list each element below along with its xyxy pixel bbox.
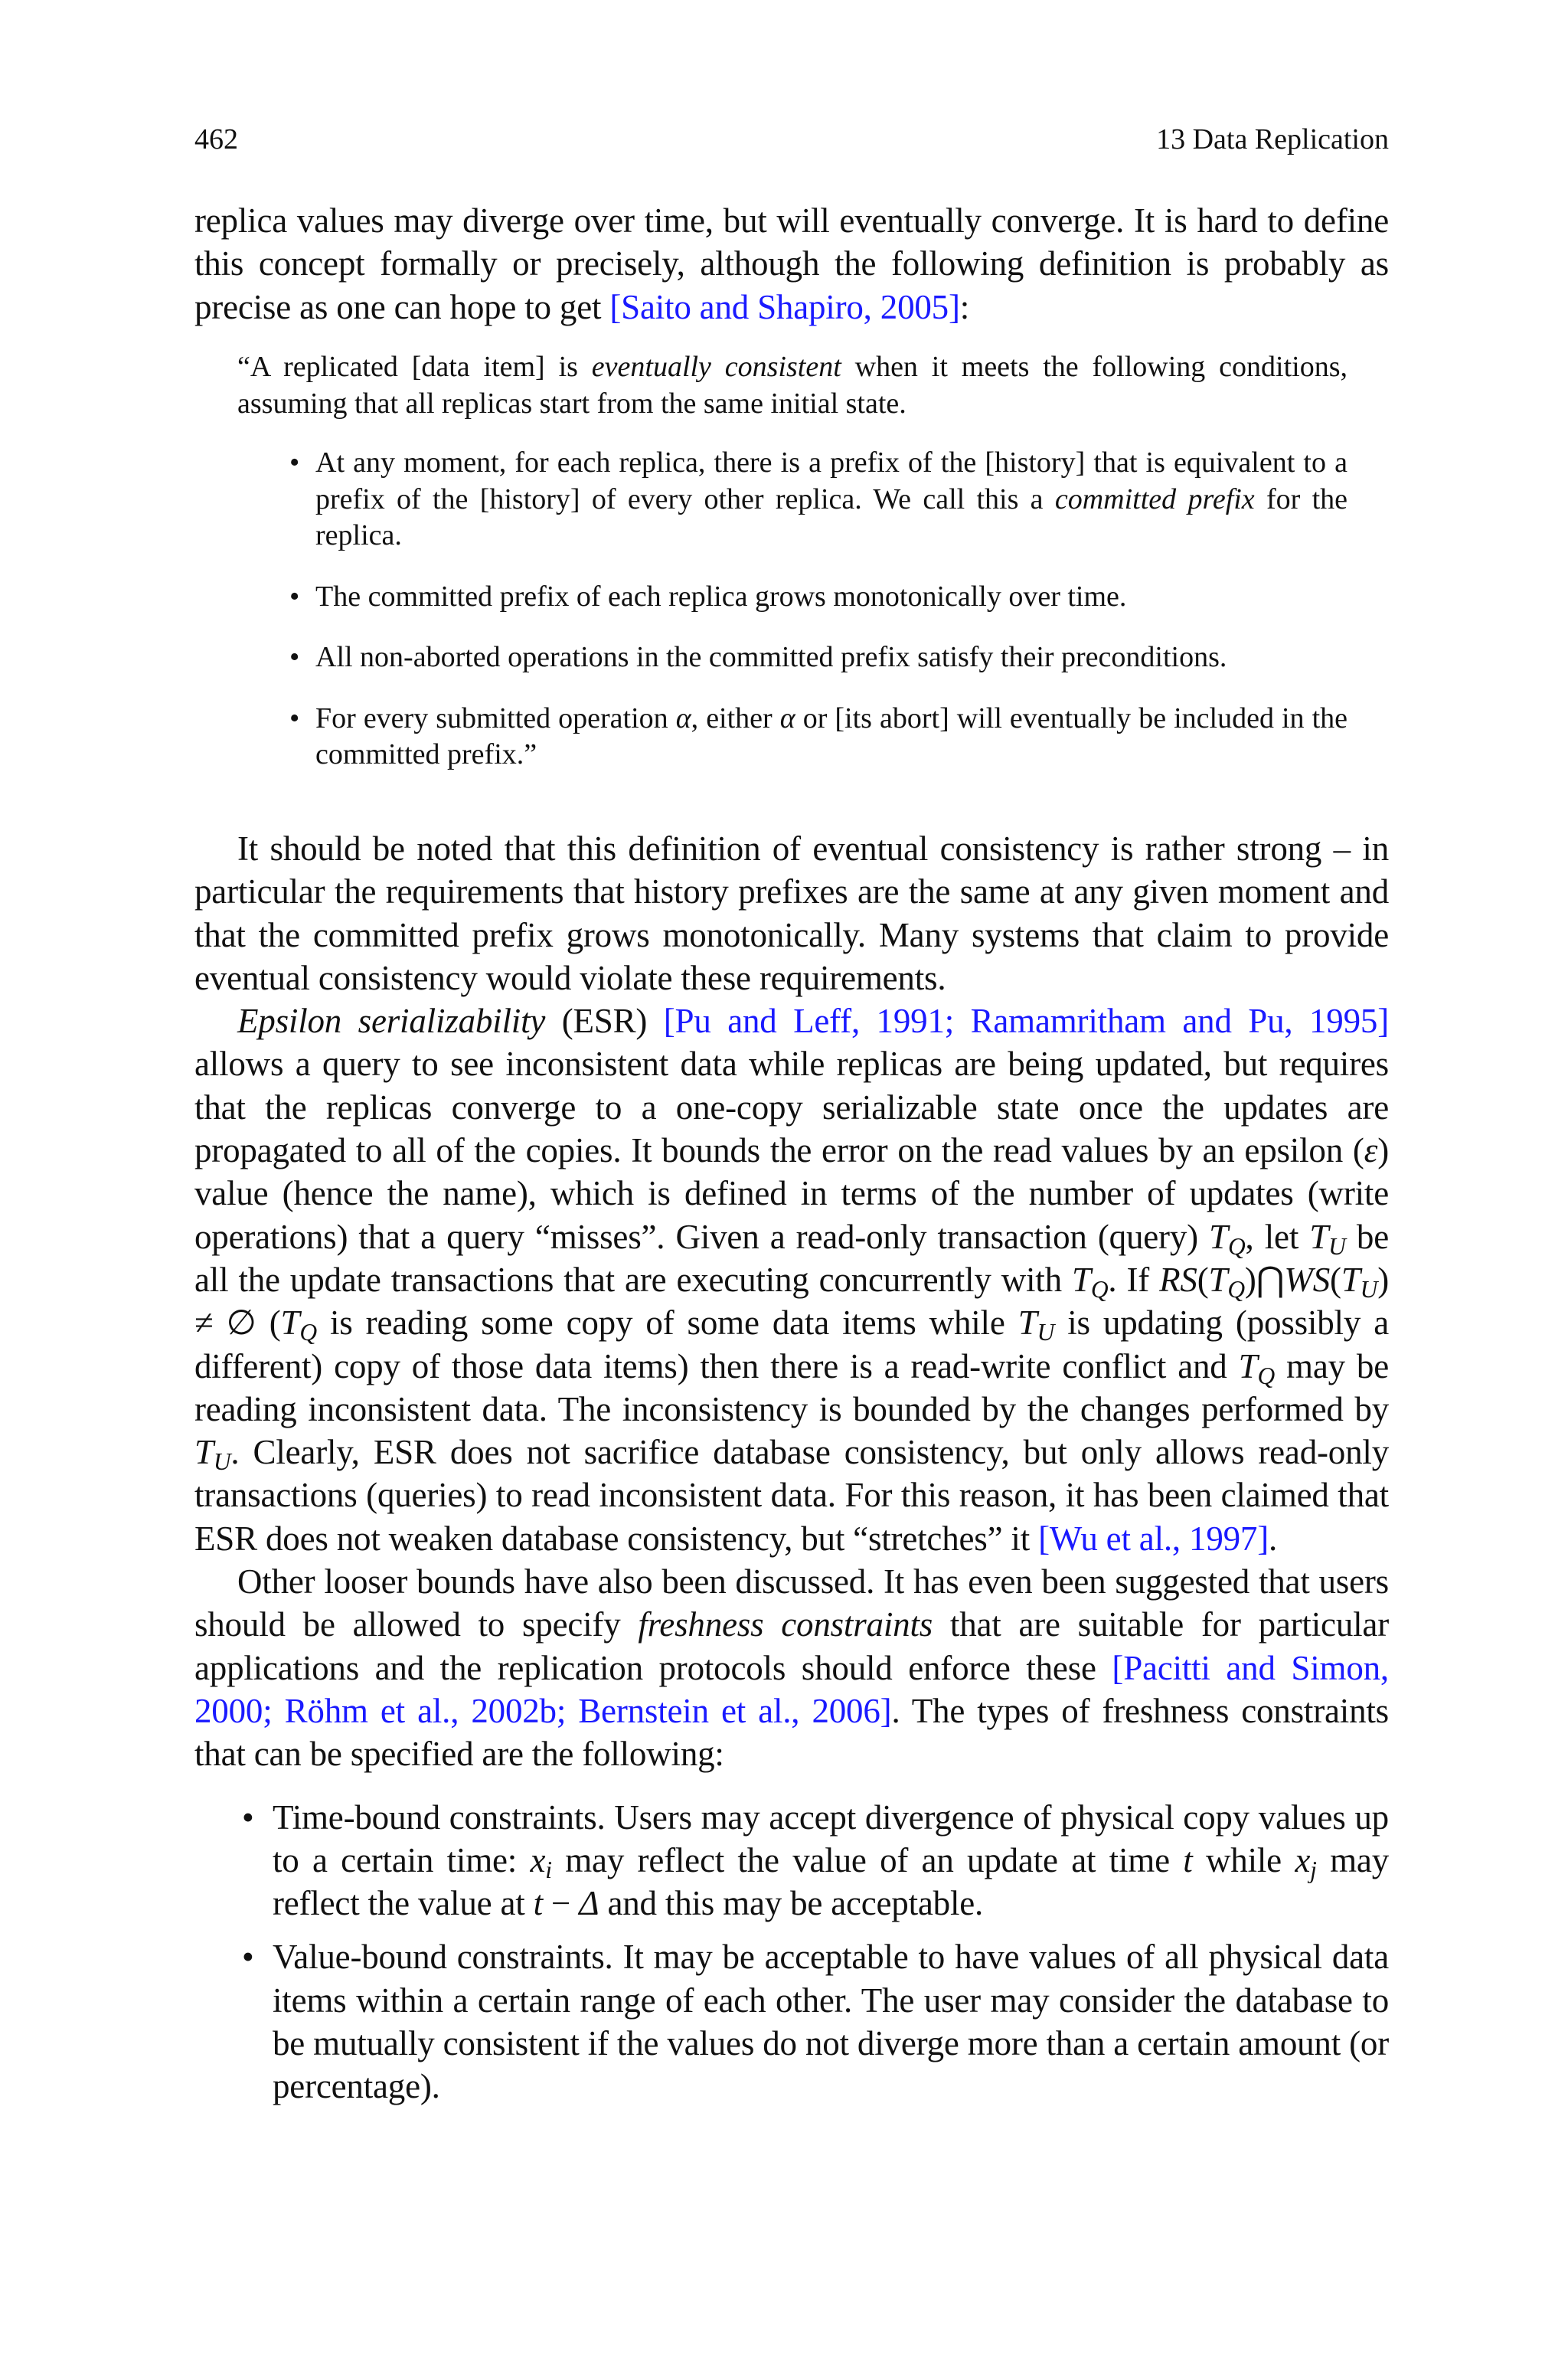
text: , either	[691, 702, 780, 734]
math-symbol	[280, 1303, 317, 1346]
text-run	[545, 1002, 664, 1040]
text: T	[1208, 1260, 1228, 1299]
text: T	[194, 1433, 214, 1472]
text: For every submitted operation	[315, 702, 676, 734]
math-symbol	[579, 1884, 599, 1922]
text-run	[1197, 1261, 1209, 1299]
text: (	[1197, 1260, 1209, 1299]
text-run	[960, 288, 969, 326]
text: , let	[1245, 1217, 1310, 1256]
paragraph	[237, 349, 1348, 422]
subscript: Q	[1257, 1362, 1275, 1389]
text-run	[599, 1884, 983, 1922]
citation-link[interactable]	[1038, 1519, 1269, 1558]
text: Value-bound constraints. It may be acceptable to have values of all physical data items within a certain range of each other. The user may consider the database to be mutually consistent if the values do not diverge more than a certain amount (or percentage).	[273, 1938, 1389, 2106]
text: α	[779, 702, 795, 734]
text-run	[273, 1938, 1389, 2105]
text-run	[1108, 1261, 1159, 1299]
text: for the replica.	[315, 482, 1348, 551]
text-run	[315, 641, 1227, 673]
math-symbol	[1018, 1303, 1055, 1346]
math-symbol	[676, 702, 691, 734]
text-run	[315, 581, 1126, 613]
text-run	[317, 1303, 1018, 1342]
text: [Saito and Shapiro, 2005]	[609, 287, 960, 326]
text: )⋂	[1244, 1260, 1285, 1299]
text: T	[1238, 1346, 1258, 1385]
text: that are suitable for particular applications and the replication protocols should enforce these	[194, 1605, 1389, 1687]
text-run	[552, 1841, 1183, 1879]
text: [Pacitti and Simon, 2000; Röhm et al., 2002b; Bernstein et al., 2006]	[194, 1648, 1389, 1730]
text: Epsilon serializability	[237, 1002, 546, 1041]
text-run	[237, 351, 592, 383]
text: RS	[1159, 1260, 1197, 1299]
paragraph	[194, 199, 1389, 329]
paragraph	[194, 1560, 1389, 1775]
citation-link[interactable]	[609, 288, 959, 326]
text: WS	[1284, 1260, 1331, 1299]
text: T	[1071, 1260, 1091, 1299]
list-item	[315, 639, 1348, 676]
emphasis-text	[638, 1605, 933, 1644]
text: T	[1341, 1260, 1361, 1299]
subscript: Q	[1227, 1275, 1245, 1303]
text: T	[280, 1303, 300, 1343]
text-run	[194, 1045, 1389, 1169]
text: . Clearly, ESR does not sacrifice database consistency, but only allows read-only transactions (queries) to read inconsistent data. For this reason, it has been claimed that ESR does not weaken database consistency, but “stretches” it	[194, 1433, 1389, 1558]
subscript: U	[1328, 1232, 1346, 1260]
text: is reading some copy of some data items while	[316, 1303, 1018, 1343]
subscript: U	[1360, 1275, 1378, 1303]
math-symbol	[1341, 1260, 1378, 1303]
text: t	[1183, 1840, 1193, 1879]
text: At any moment, for each replica, there is a prefix of the [history] that is equivalent to a prefix of the [history] of every other replica. We call this a	[315, 446, 1348, 515]
math-symbol	[1295, 1840, 1317, 1883]
text: committed prefix	[1054, 482, 1255, 515]
list-item	[315, 701, 1348, 774]
text-run	[1193, 1841, 1295, 1879]
paragraph	[194, 999, 1389, 1560]
text: freshness constraints	[638, 1605, 933, 1644]
list-item	[315, 445, 1348, 554]
text: or [its abort] will eventually be included in the committed prefix.”	[315, 702, 1348, 770]
text: and this may be acceptable.	[599, 1884, 984, 1923]
text-run	[1246, 1218, 1310, 1256]
text-run	[1330, 1261, 1341, 1299]
text: . If	[1108, 1260, 1160, 1299]
math-symbol	[1364, 1131, 1378, 1169]
text: is updating (possibly a different) copy of those data items) then there is a read-write conflict and	[194, 1303, 1389, 1385]
text: [Wu et al., 1997]	[1038, 1519, 1269, 1558]
math-symbol	[780, 702, 795, 734]
text: when it meets the following conditions, assuming that all replicas start from the same initial state.	[237, 351, 1348, 420]
text: ) ≠ ∅ (	[194, 1260, 1389, 1343]
text: eventually consistent	[591, 351, 841, 383]
freshness-constraints-list	[194, 1796, 1389, 2108]
emphasis-text	[237, 1002, 545, 1040]
subscript: j	[1310, 1856, 1317, 1883]
subscript: Q	[1227, 1232, 1246, 1260]
page-number: 462	[194, 123, 238, 155]
math-symbol	[1238, 1346, 1275, 1389]
text: α	[675, 702, 691, 734]
text: :	[959, 287, 970, 326]
text: T	[1209, 1217, 1228, 1256]
text: −	[542, 1884, 580, 1923]
math-symbol	[1284, 1261, 1330, 1299]
text: while	[1192, 1840, 1295, 1879]
text-run	[543, 1884, 579, 1922]
text-run	[1245, 1261, 1285, 1299]
paragraph-intro	[194, 199, 1389, 329]
quote-bullet-list	[237, 445, 1348, 774]
math-symbol	[1208, 1260, 1245, 1303]
math-symbol	[1159, 1261, 1197, 1299]
subscript: i	[545, 1856, 552, 1883]
text: may reflect the value of an update at time	[551, 1840, 1184, 1879]
math-symbol	[194, 1433, 231, 1476]
block-quote	[237, 349, 1348, 798]
math-symbol	[534, 1884, 543, 1922]
running-head: 13 Data Replication	[1156, 123, 1389, 155]
text: ) value (hence the name), which is defined in terms of the number of updates (write operations) that a query “misses”. Given a read-only transaction (query)	[194, 1131, 1389, 1256]
text: x	[530, 1840, 546, 1879]
text: T	[1018, 1303, 1037, 1343]
subscript: U	[1037, 1319, 1055, 1346]
text: (	[1330, 1260, 1341, 1299]
text: It should be noted that this definition of eventual consistency is rather strong – in particular the requirements that history prefixes are the same at any given moment and that the committed prefix grows monotonically. Many systems that claim to provide eventual consistency would violate these requirements.	[194, 829, 1389, 997]
text-run	[194, 829, 1389, 997]
list-item	[273, 1935, 1389, 2108]
list-item	[315, 579, 1348, 616]
text: allows a query to see inconsistent data while replicas are being updated, but requires that the replicas converge to a one-copy serializable state once the updates are propagated to all of the copies. It bounds the error on the read values by an epsilon (	[194, 1045, 1389, 1170]
text: replica values may diverge over time, but will eventually converge. It is hard to define this concept formally or precisely, although the following definition is probably as precise as one can hope to get	[194, 201, 1389, 326]
subscript: Q	[299, 1319, 317, 1346]
text: ε	[1364, 1131, 1378, 1170]
text: may reflect the value at	[273, 1840, 1390, 1923]
subscript: Q	[1090, 1275, 1109, 1303]
text: All non-aborted operations in the committed prefix satisfy their preconditions.	[315, 641, 1227, 673]
math-symbol	[530, 1840, 552, 1883]
text-run	[1269, 1519, 1277, 1558]
math-symbol	[1309, 1217, 1346, 1260]
text: . The types of freshness constraints that can be specified are the following:	[194, 1691, 1389, 1774]
text: T	[1309, 1217, 1329, 1256]
text: Time-bound constraints. Users may accept divergence of physical copy values up to a certain time:	[273, 1797, 1389, 1879]
text: may be reading inconsistent data. The inconsistency is bounded by the changes performed by	[194, 1346, 1389, 1428]
list-item	[273, 1796, 1389, 1925]
text: be all the update transactions that are executing concurrently with	[194, 1217, 1390, 1299]
text-run	[315, 702, 676, 734]
text-run	[691, 702, 780, 734]
emphasis-text	[592, 351, 841, 383]
math-symbol	[1183, 1841, 1192, 1879]
text: Δ	[579, 1884, 599, 1923]
text: [Pu and Leff, 1991; Ramamritham and Pu, 1995]	[663, 1002, 1389, 1041]
subscript: U	[213, 1448, 231, 1476]
text: x	[1295, 1840, 1311, 1879]
text: The committed prefix of each replica grows monotonically over time.	[315, 580, 1127, 613]
text: .	[1269, 1519, 1278, 1558]
math-symbol	[1209, 1217, 1246, 1260]
citation-link[interactable]	[664, 1002, 1389, 1040]
paragraph	[194, 827, 1389, 999]
text: (ESR)	[545, 1002, 664, 1041]
body-text	[194, 827, 1389, 2119]
text: Other looser bounds have also been discussed. It has even been suggested that users should be allowed to specify	[194, 1562, 1389, 1644]
text: “A replicated [data item] is	[237, 351, 592, 383]
emphasis-text	[1055, 483, 1255, 515]
text: t	[533, 1884, 543, 1923]
math-symbol	[1071, 1260, 1109, 1303]
